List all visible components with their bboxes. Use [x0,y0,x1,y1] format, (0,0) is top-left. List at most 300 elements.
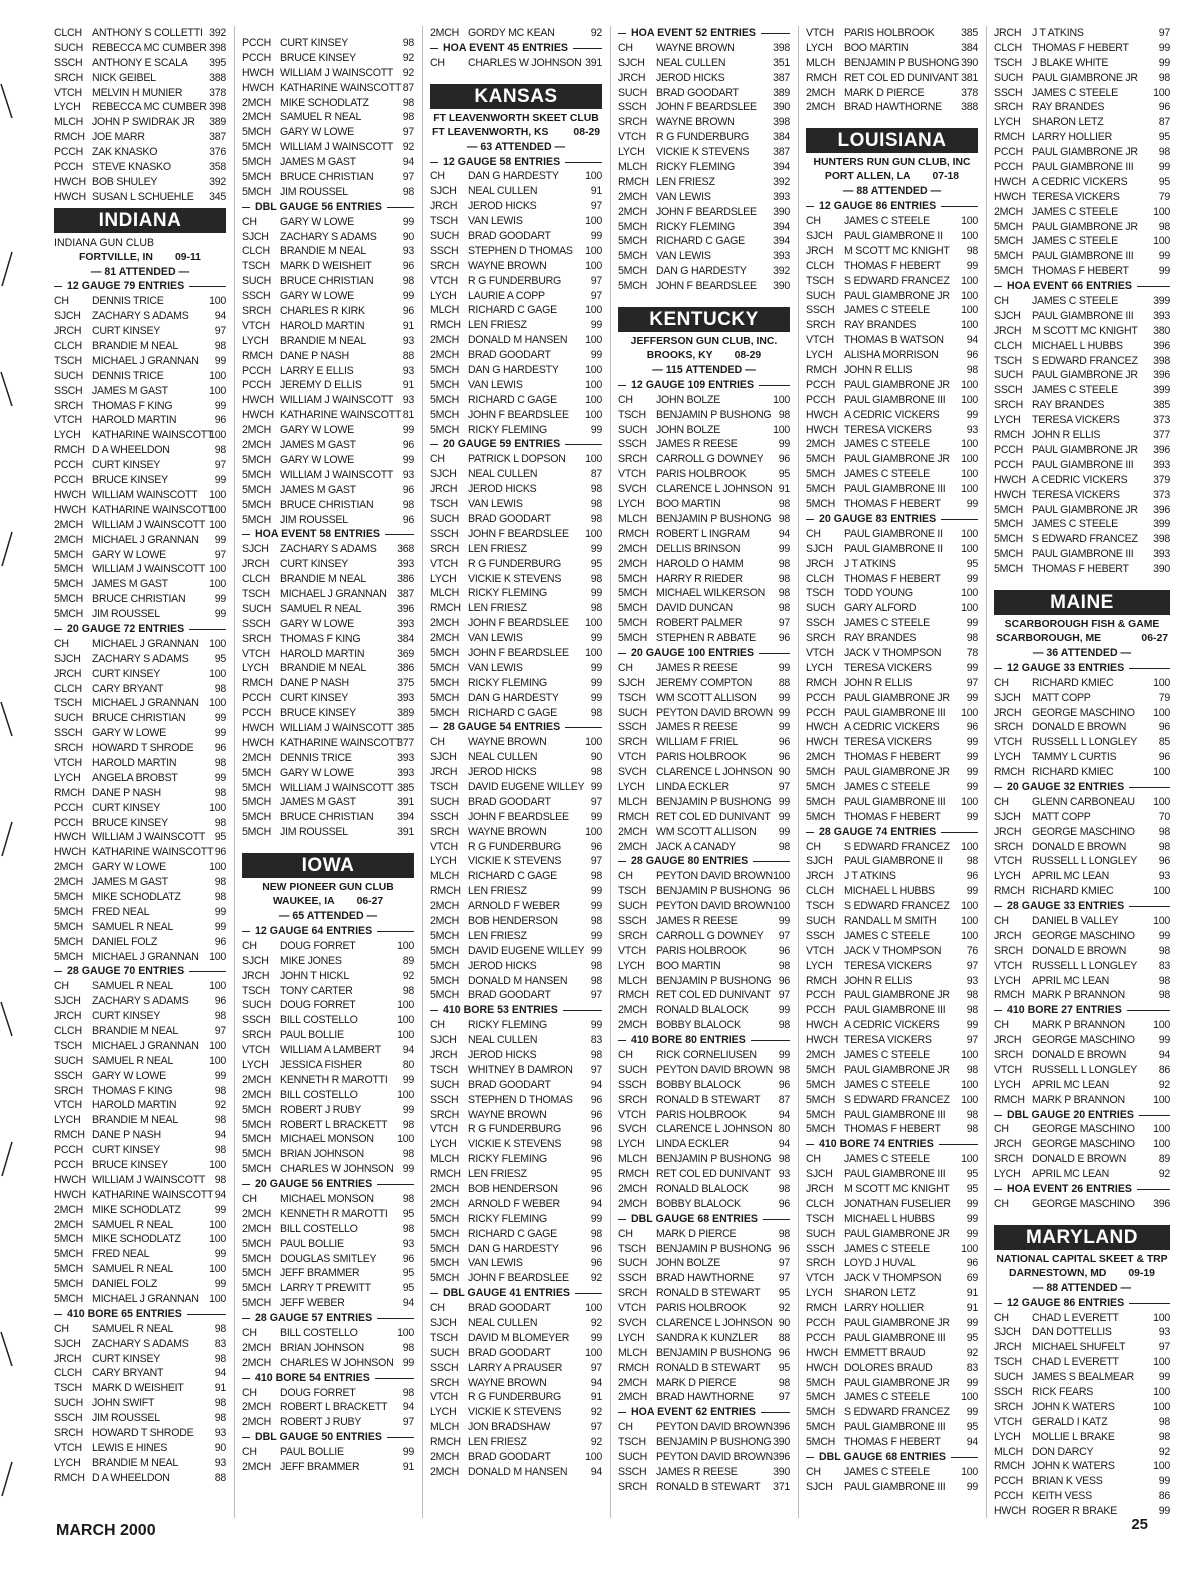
shooter-name: JIM ROUSSEL [280,513,348,526]
class-code: 5MCH [430,408,460,421]
class-code: VTCH [806,944,834,957]
score: 86 [1158,1063,1170,1076]
shooter-name: DOUG FORRET [280,1386,356,1399]
score: 90 [590,751,602,764]
class-code: VTCH [242,319,270,332]
result-row [618,423,790,438]
result-row [618,130,790,145]
shooter-name: THOMAS F KING [92,399,173,412]
score: 100 [961,929,978,942]
attendance: — 88 ATTENDED — [1032,1281,1132,1294]
shooter-name: WAYNE BROWN [468,1376,547,1389]
shooter-name: BRAD GOODART [468,1451,551,1464]
result-row [806,333,978,348]
score: 98 [214,682,226,695]
result-row [806,750,978,765]
shooter-name: DAVID EUGENE WILLEY [468,780,585,793]
class-code: RMCH [806,1302,837,1315]
shooter-name: MIKE SCHODLATZ [92,1203,181,1216]
class-code: SRCH [994,1400,1024,1413]
class-code: HWCH [994,175,1026,188]
rule-right [1127,1010,1170,1011]
score: 98 [778,1227,790,1240]
result-row [994,1152,1170,1167]
binding-mark [0,820,14,860]
shooter-name: R G FUNDERBURG [468,840,562,853]
score: 100 [1153,1019,1170,1032]
event-header [242,527,414,542]
score: 96 [778,1346,790,1359]
result-row [806,1093,978,1108]
result-row [430,1331,602,1346]
result-row [242,969,414,984]
class-code: RMCH [54,131,85,144]
score: 79 [1158,190,1170,203]
shooter-name: WAYNE BROWN [468,736,547,749]
shooter-name: THOMAS F HEBERT [844,751,941,764]
shooter-name: RICHARD C GAGE [468,870,557,883]
shooter-name: PAUL GIAMBRONE III [844,1480,946,1493]
score: 98 [402,275,414,288]
class-code: 2MCH [618,1197,648,1210]
result-row [806,467,978,482]
class-code: SJCH [806,542,833,555]
result-row [430,1108,602,1123]
class-code: 5MCH [430,929,460,942]
class-code: CH [994,1019,1009,1032]
shooter-name: SAMUEL R NEAL [92,1263,174,1276]
shooter-name: WAYNE BROWN [656,41,735,54]
score: 98 [214,1352,226,1365]
shooter-name: WHITNEY B DAMRON [468,1063,573,1076]
class-code: CH [618,1049,633,1061]
class-code: CLCH [54,27,82,39]
result-row [430,735,602,750]
class-code: TSCH [430,498,458,511]
class-code: LYCH [242,662,269,675]
score: 98 [214,1412,226,1425]
class-code: 2MCH [618,840,648,853]
result-row [242,1147,414,1162]
shooter-name: JAMES C STEELE [844,304,930,317]
result-row [242,1013,414,1028]
score: 83 [966,1361,978,1374]
shooter-name: SHARON LETZ [1032,116,1104,129]
result-row [242,632,414,647]
binding-mark [0,250,14,290]
result-row [618,899,790,914]
shooter-name: MICHAEL J GRANNAN [280,587,387,600]
score: 100 [397,1327,414,1340]
class-code: PCCH [242,37,272,49]
score: 96 [966,721,978,734]
result-row [618,1242,790,1257]
class-code: CH [806,840,821,853]
result-row [430,1048,602,1063]
class-code: 5MCH [430,974,460,987]
result-row [54,518,226,533]
score: 100 [961,1465,978,1478]
result-row [430,184,602,199]
class-code: LYCH [994,1078,1021,1091]
state-banner: KANSAS [430,84,602,109]
result-row [242,795,414,810]
class-code: SUCH [430,795,460,808]
attendance: — 63 ATTENDED — [466,140,566,153]
score: 93 [966,423,978,436]
score: 98 [214,340,226,353]
result-row [54,1173,226,1188]
shooter-name: EMMETT BRAUD [844,1346,926,1359]
shooter-name: CLARENCE L JOHNSON [656,1123,773,1136]
shooter-name: GARY W LOWE [92,548,166,561]
class-code: 5MCH [54,1263,84,1276]
club-name: HUNTERS RUN GUN CLUB, INC [813,157,971,169]
result-row [242,408,414,423]
score: 100 [209,861,226,874]
class-code: SRCH [618,1480,648,1493]
score: 396 [1153,1197,1170,1210]
result-row [806,1227,978,1242]
score: 83 [214,1337,226,1350]
result-row [54,130,226,145]
shooter-name: BOB SHULEY [92,175,158,188]
class-code: 2MCH [806,438,836,451]
result-row [54,1039,226,1054]
class-code: RMCH [430,319,461,332]
shooter-name: VAN LEWIS [468,498,523,511]
result-row [242,1386,414,1401]
result-row [430,1063,602,1078]
score: 100 [209,1039,226,1052]
result-row [618,1227,790,1242]
score: 99 [966,751,978,764]
shooter-name: PARIS HOLBROOK [844,27,935,39]
result-row [618,735,790,750]
score: 96 [590,840,602,853]
score: 97 [590,274,602,287]
shooter-name: M SCOTT MC KNIGHT [1032,324,1138,337]
rule-left [618,653,626,654]
rule-left [618,1040,626,1041]
shooter-name: KATHARINE WAINSCOTT [280,409,402,422]
result-row [994,488,1170,503]
result-row [430,557,602,572]
shooter-name: BENJAMIN P BUSHONG [656,1242,772,1255]
class-code: JRCH [54,1010,82,1023]
result-row [618,190,790,205]
score: 92 [402,969,414,982]
result-row [806,229,978,244]
class-code: TSCH [618,691,646,704]
score: 94 [966,1436,978,1449]
result-row [242,1058,414,1073]
result-row [54,652,226,667]
shooter-name: M SCOTT MC KNIGHT [844,1183,950,1196]
event-header [994,780,1170,795]
result-row [618,676,790,691]
shooter-name: JOHN F BEARDSLEE [468,646,569,659]
score: 99 [214,354,226,367]
rule-left [430,444,438,445]
result-row [242,96,414,111]
shooter-name: TONY CARTER [280,984,353,997]
shooter-name: DONALD E BROWN [1032,721,1127,734]
score: 99 [778,914,790,927]
shooter-name: VAN LEWIS [468,378,523,391]
class-code: JRCH [430,483,458,496]
result-row [994,1311,1170,1326]
result-row [994,160,1170,175]
shooter-name: MICHAEL SHUFELT [1032,1341,1126,1354]
result-row [430,854,602,869]
shooter-name: DANIEL FOLZ [92,935,158,948]
score: 396 [773,1421,790,1434]
result-row [430,914,602,929]
class-code: 5MCH [806,1421,836,1434]
result-row [242,1326,414,1341]
shooter-name: MICHAEL MONSON [280,1193,374,1206]
shooter-name: DAN G HARDESTY [468,1242,559,1255]
score: 96 [778,885,790,898]
shooter-name: PEYTON DAVID BROWN [656,1063,773,1076]
class-code: 5MCH [806,453,836,466]
result-row [54,488,226,503]
class-code: 5MCH [994,503,1024,516]
event-label: 20 GAUGE 32 ENTRIES [1007,780,1125,793]
rule-left [994,1189,1002,1190]
class-code: 5MCH [242,513,272,526]
score: 90 [214,1441,226,1454]
result-row [994,1400,1170,1415]
shooter-name: THOMAS F HEBERT [844,1123,941,1136]
score: 100 [1153,676,1170,689]
class-code: 2MCH [618,205,648,218]
result-row [430,869,602,884]
result-row [618,408,790,423]
score: 98 [590,870,602,883]
class-code: SJCH [806,855,833,868]
score: 98 [214,816,226,829]
result-row [618,825,790,840]
column-divider [234,26,235,1518]
score: 375 [397,677,414,690]
shooter-name: RAY BRANDES [844,319,917,332]
result-row [54,339,226,354]
class-code: PCCH [54,146,84,159]
event-header [994,1108,1170,1123]
class-code: TSCH [994,1356,1022,1369]
shooter-name: JOHN F BEARDSLEE [468,1272,569,1285]
class-code: LYCH [806,1287,833,1300]
score: 100 [585,408,602,421]
score: 99 [966,691,978,704]
result-row [806,646,978,661]
class-code: LYCH [430,855,457,868]
binding-mark [0,82,14,122]
result-row [618,720,790,735]
class-code: VTCH [54,414,82,427]
score: 100 [961,289,978,302]
class-code: 5MCH [618,602,648,615]
class-code: CH [54,295,69,308]
class-code: MLCH [430,587,460,600]
class-code: LYCH [54,1114,81,1127]
shooter-name: HAROLD O HAMM [656,557,744,570]
shooter-name: JAMES C STEELE [844,1078,930,1091]
shooter-name: WILLIAM J WAINSCOTT [280,468,394,481]
class-code: TSCH [430,215,458,228]
score: 376 [209,146,226,159]
score: 100 [1153,1138,1170,1151]
event-label: 28 GAUGE 57 ENTRIES [255,1312,373,1325]
score: 387 [773,146,790,159]
shooter-name: GEORGE MASCHINO [1032,1123,1135,1136]
score: 100 [961,1242,978,1255]
score: 99 [214,727,226,740]
result-row [618,437,790,452]
result-row [430,974,602,989]
shooter-name: JOHN BOLZE [656,393,721,406]
shooter-name: RICHARD C GAGE [468,1227,557,1240]
score: 92 [966,1346,978,1359]
score: 88 [402,349,414,362]
score: 85 [1158,736,1170,749]
class-code: 5MCH [242,1297,272,1310]
shooter-name: JAMES R REESE [656,1465,738,1478]
score: 99 [590,691,602,704]
score: 98 [966,244,978,257]
shooter-name: WILLIAM J WAINSCOTT [280,141,394,154]
result-row [994,810,1170,825]
shooter-name: VICKIE K STEVENS [656,146,750,159]
class-code: HWCH [994,473,1026,486]
result-row [994,517,1170,532]
shooter-name: JAMES C STEELE [844,929,930,942]
rule-right [1129,1303,1170,1304]
shooter-name: A CEDRIC VICKERS [1032,473,1128,486]
club-location [54,251,226,265]
event-label: 28 GAUGE 74 ENTRIES [819,825,937,838]
event-header [430,437,602,452]
score: 97 [590,989,602,1002]
result-row [242,334,414,349]
result-row [430,1167,602,1182]
score: 91 [402,1461,414,1474]
score: 99 [590,929,602,942]
result-row [994,56,1170,71]
result-row [806,26,978,41]
shooter-name: SAMUEL R NEAL [280,602,362,615]
event-label: DBL GAUGE 56 ENTRIES [255,200,382,213]
shooter-name: GORDY MC KEAN [468,27,555,39]
result-row [618,914,790,929]
shooter-name: JOE MARR [92,131,145,144]
class-code: 5MCH [54,1278,84,1291]
shooter-name: JAMES M GAST [280,439,356,452]
class-code: 2MCH [806,1049,836,1061]
score: 390 [773,101,790,114]
class-code: CH [430,736,445,749]
result-row [994,720,1170,735]
class-code: SRCH [994,1153,1024,1166]
score: 70 [1158,810,1170,823]
shooter-name: PAUL BOLLIE [280,1029,344,1042]
score: 381 [961,71,978,84]
class-code: LYCH [242,1059,269,1071]
class-code: 2MCH [242,1222,272,1235]
class-code: VTCH [806,27,834,39]
score: 99 [778,706,790,719]
rule-right [1139,1115,1170,1116]
class-code: VTCH [618,944,646,957]
shooter-name: RICHARD C GAGE [468,706,557,719]
class-code: TSCH [54,354,82,367]
event-header [242,924,414,939]
result-row [54,756,226,771]
score: 100 [585,259,602,272]
shooter-name: ANGELA BROBST [92,771,178,784]
rule-left [618,861,626,862]
result-row [242,617,414,632]
shooter-name: DAN G HARDESTY [468,170,559,183]
result-row [994,413,1170,428]
class-code: TSCH [430,780,458,793]
shooter-name: R G FUNDERBURG [468,1123,562,1136]
class-code: LYCH [618,1138,645,1151]
class-code: 2MCH [242,1401,272,1414]
shooter-name: MICHAEL L HUBBS [1032,339,1123,352]
shooter-name: THOMAS F HEBERT [844,572,941,585]
class-code: SUCH [618,1451,648,1464]
shooter-name: LEN FRIESZ [468,885,527,898]
class-code: JRCH [994,825,1022,838]
shooter-name: JAMES C STEELE [1032,86,1118,99]
score: 385 [397,721,414,734]
result-row [994,1430,1170,1445]
shooter-name: HAROLD MARTIN [92,1099,177,1112]
shooter-name: MICHAEL L HUBBS [844,885,935,898]
score: 98 [214,786,226,799]
shooter-name: GARY W LOWE [280,290,354,303]
event-header [618,1212,790,1227]
score: 100 [397,999,414,1012]
result-row [54,1456,226,1471]
result-row [242,513,414,528]
class-code: SVCH [618,1317,647,1330]
result-row [54,56,226,71]
shooter-name: PAUL GIAMBRONE JR [844,378,950,391]
result-row [54,696,226,711]
shooter-name: DAVID EUGENE WILLEY [468,944,585,957]
result-row [806,586,978,601]
shooter-name: ARNOLD F WEBER [468,900,560,913]
rule-right [565,727,602,728]
event-header [994,1296,1170,1311]
result-row [806,1033,978,1048]
shooter-name: RICKY FLEMING [468,676,547,689]
score: 99 [966,498,978,511]
result-row [242,36,414,51]
shooter-name: MARK P BRANNON [1032,989,1125,1002]
score: 96 [1158,101,1170,114]
class-code: JRCH [806,870,834,883]
class-code: 2MCH [430,1183,460,1196]
score: 100 [585,825,602,838]
event-label: 28 GAUGE 33 ENTRIES [1007,900,1125,913]
score: 96 [214,846,226,859]
result-row [242,185,414,200]
